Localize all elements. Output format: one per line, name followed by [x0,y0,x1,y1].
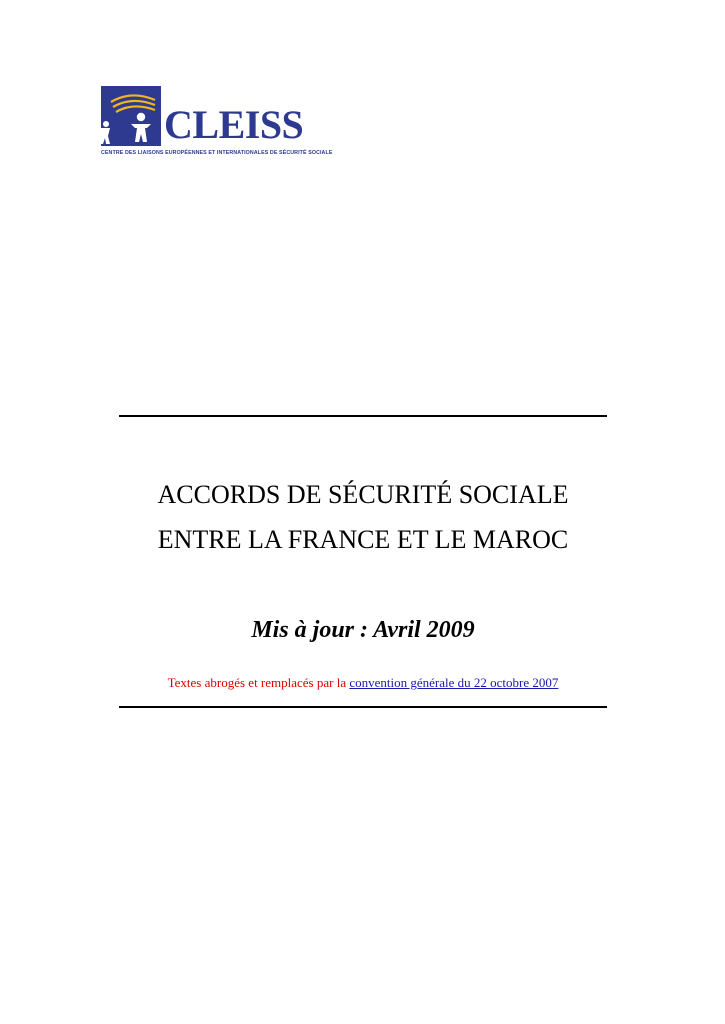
convention-link[interactable]: convention générale du 22 octobre 2007 [349,675,559,690]
logo-tagline: CENTRE DES LIAISONS EUROPÉENNES ET INTERNATIONALES DE SÉCURITÉ SOCIALE [101,150,333,156]
logo-wordmark: CLEISS [164,102,304,147]
abrogation-note-text: Textes abrogés et remplacés par la [167,675,350,690]
bottom-divider [119,706,607,708]
document-title-line-1: ACCORDS DE SÉCURITÉ SOCIALE [157,480,569,509]
update-date: Mis à jour : Avril 2009 [251,617,475,643]
document-title-line-2: ENTRE LA FRANCE ET LE MAROC [157,525,569,554]
abrogation-note [119,674,607,692]
cleiss-logo [101,83,333,163]
top-divider [119,415,607,417]
cleiss-emblem-icon [101,86,161,146]
